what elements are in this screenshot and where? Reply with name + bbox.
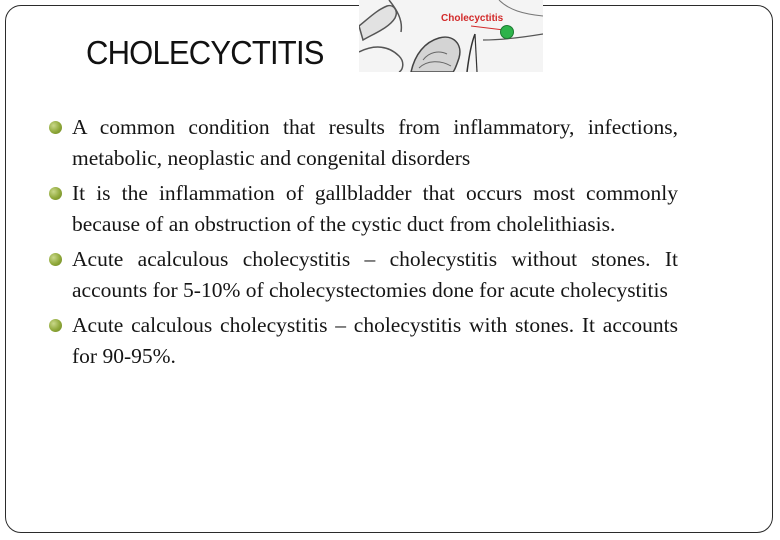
bullet-dot-icon: [49, 319, 62, 332]
marker-dot-icon: [501, 26, 514, 39]
bullet-text: Acute calculous cholecystitis – cholecystitis with stones. It accounts for 90-95%.: [72, 313, 678, 368]
figure-label: Cholecyctitis: [441, 13, 504, 24]
bullet-item: [48, 244, 678, 305]
bullet-dot-icon: [49, 253, 62, 266]
bullet-text: A common condition that results from inflammatory, infections, metabolic, neoplastic and congenital disorders: [72, 115, 678, 170]
bullet-list: [48, 112, 678, 376]
bullet-item: [48, 178, 678, 239]
bullet-item: [48, 310, 678, 371]
bullet-item: [48, 112, 678, 173]
gallbladder-illustration: [359, 0, 543, 72]
slide-title: CHOLECYCTITIS: [86, 34, 324, 72]
bullet-text: Acute acalculous cholecystitis – cholecystitis without stones. It accounts for 5-10% of cholecystectomies done for acute cholecystitis: [72, 247, 678, 302]
bullet-dot-icon: [49, 121, 62, 134]
bullet-dot-icon: [49, 187, 62, 200]
anatomy-drawing: [359, 0, 543, 72]
bullet-text: It is the inflammation of gallbladder that occurs most commonly because of an obstruction of the cystic duct from cholelithiasis.: [72, 181, 678, 236]
